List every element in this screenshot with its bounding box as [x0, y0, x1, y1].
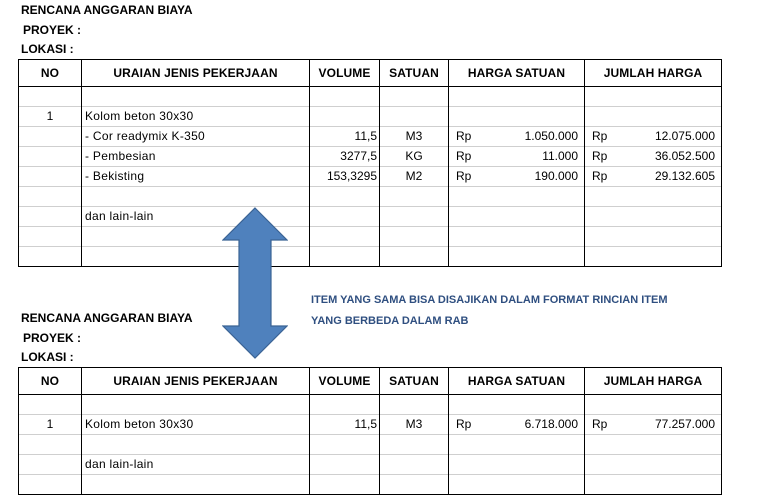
- cell-satuan: [380, 207, 449, 227]
- cell-no: [19, 475, 82, 495]
- cell-jumlah-harga: [585, 227, 722, 247]
- cell-satuan: [380, 435, 449, 455]
- table-row: [19, 455, 722, 475]
- cell-jumlah-harga: [585, 395, 722, 415]
- col-harga-satuan-header: HARGA SATUAN: [449, 368, 585, 395]
- cell-harga-satuan: [449, 455, 585, 475]
- cell-satuan: M3: [380, 415, 449, 435]
- col-harga-satuan-header: HARGA SATUAN: [449, 60, 585, 87]
- amount-value: 36.052.500: [654, 149, 715, 163]
- table-row: [19, 227, 722, 247]
- double-arrow-vertical-icon: [222, 207, 288, 359]
- cell-volume: [310, 247, 380, 267]
- col-no-header: NO: [19, 368, 82, 395]
- cell-satuan: [380, 475, 449, 495]
- cell-volume: 3277,5: [310, 147, 380, 167]
- cell-jumlah-harga: [585, 187, 722, 207]
- rab2-lokasi-label: LOKASI :: [21, 350, 74, 364]
- table-row: [19, 415, 722, 435]
- cell-jumlah-harga: [585, 167, 722, 187]
- table-row: [19, 207, 722, 227]
- amount-value: 77.257.000: [654, 417, 715, 431]
- cell-jumlah-harga: [585, 455, 722, 475]
- currency-label: Rp: [456, 129, 472, 143]
- cell-uraian: [82, 435, 310, 455]
- cell-harga-satuan: [449, 107, 585, 127]
- rab1-table: [18, 59, 722, 267]
- cell-volume: 11,5: [310, 127, 380, 147]
- cell-volume: [310, 475, 380, 495]
- cell-no: [19, 187, 82, 207]
- cell-harga-satuan: [449, 227, 585, 247]
- currency-label: Rp: [456, 169, 472, 183]
- cell-jumlah-harga: [585, 475, 722, 495]
- cell-no: [19, 147, 82, 167]
- cell-harga-satuan: [449, 87, 585, 107]
- cell-uraian: dan lain-lain: [82, 455, 310, 475]
- currency-label: Rp: [592, 169, 608, 183]
- cell-jumlah-harga: [585, 207, 722, 227]
- note-line-2: YANG BERBEDA DALAM RAB: [311, 315, 469, 327]
- table-row: [19, 87, 722, 107]
- amount-value: 11.000: [542, 149, 578, 163]
- cell-jumlah-harga: [585, 87, 722, 107]
- col-volume-header: VOLUME: [310, 60, 380, 87]
- cell-harga-satuan: [449, 187, 585, 207]
- cell-no: [19, 455, 82, 475]
- cell-uraian: [82, 395, 310, 415]
- table-row: [19, 167, 722, 187]
- col-no-header: NO: [19, 60, 82, 87]
- cell-uraian: [82, 187, 310, 207]
- cell-jumlah-harga: [585, 147, 722, 167]
- cell-satuan: M3: [380, 127, 449, 147]
- cell-uraian: - Bekisting: [82, 167, 310, 187]
- cell-no: [19, 247, 82, 267]
- cell-uraian: - Cor readymix K-350: [82, 127, 310, 147]
- cell-uraian: - Pembesian: [82, 147, 310, 167]
- currency-label: Rp: [592, 129, 608, 143]
- cell-uraian: [82, 87, 310, 107]
- cell-harga-satuan: [449, 395, 585, 415]
- table-row: [19, 107, 722, 127]
- cell-volume: [310, 435, 380, 455]
- amount-value: 12.075.000: [654, 129, 715, 143]
- cell-harga-satuan: [449, 435, 585, 455]
- cell-volume: [310, 107, 380, 127]
- rab2-title: RENCANA ANGGARAN BIAYA: [21, 311, 193, 325]
- col-jumlah-harga-header: JUMLAH HARGA: [585, 368, 722, 395]
- cell-harga-satuan: [449, 207, 585, 227]
- cell-no: [19, 395, 82, 415]
- col-satuan-header: SATUAN: [380, 60, 449, 87]
- cell-harga-satuan: [449, 415, 585, 435]
- cell-harga-satuan: [449, 475, 585, 495]
- cell-satuan: KG: [380, 147, 449, 167]
- table-row: [19, 247, 722, 267]
- cell-harga-satuan: [449, 147, 585, 167]
- cell-satuan: [380, 227, 449, 247]
- cell-no: [19, 227, 82, 247]
- cell-volume: [310, 87, 380, 107]
- cell-uraian: Kolom beton 30x30: [82, 415, 310, 435]
- cell-volume: [310, 207, 380, 227]
- currency-label: Rp: [592, 417, 608, 431]
- table-header-row: [19, 368, 722, 395]
- table-row: [19, 127, 722, 147]
- currency-label: Rp: [592, 149, 608, 163]
- table-row: [19, 435, 722, 455]
- cell-volume: [310, 395, 380, 415]
- cell-satuan: [380, 455, 449, 475]
- cell-no: [19, 127, 82, 147]
- cell-no: [19, 87, 82, 107]
- cell-volume: 11,5: [310, 415, 380, 435]
- amount-value: 29.132.605: [654, 169, 715, 183]
- cell-volume: 153,3295: [310, 167, 380, 187]
- rab2-table: [18, 367, 722, 495]
- table-row: [19, 475, 722, 495]
- amount-value: 6.718.000: [524, 417, 578, 431]
- amount-value: 190.000: [534, 169, 578, 183]
- table-row: [19, 147, 722, 167]
- cell-volume: [310, 227, 380, 247]
- col-jumlah-harga-header: JUMLAH HARGA: [585, 60, 722, 87]
- cell-satuan: [380, 187, 449, 207]
- col-volume-header: VOLUME: [310, 368, 380, 395]
- table-header-row: [19, 60, 722, 87]
- cell-volume: [310, 187, 380, 207]
- amount-value: 1.050.000: [524, 129, 578, 143]
- cell-no: 1: [19, 415, 82, 435]
- cell-uraian: [82, 475, 310, 495]
- annotation-note: [311, 290, 731, 332]
- cell-harga-satuan: [449, 167, 585, 187]
- cell-jumlah-harga: [585, 415, 722, 435]
- currency-label: Rp: [456, 149, 472, 163]
- note-line-1: ITEM YANG SAMA BISA DISAJIKAN DALAM FORMAT RINCIAN ITEM: [311, 294, 668, 306]
- rab2-proyek-label: PROYEK :: [23, 331, 82, 345]
- table-row: [19, 395, 722, 415]
- cell-no: [19, 207, 82, 227]
- cell-no: 1: [19, 107, 82, 127]
- cell-satuan: [380, 107, 449, 127]
- cell-uraian: dan lain-lain: [82, 207, 310, 227]
- cell-satuan: [380, 247, 449, 267]
- rab1-proyek-label: PROYEK :: [23, 23, 82, 37]
- cell-satuan: M2: [380, 167, 449, 187]
- cell-jumlah-harga: [585, 107, 722, 127]
- cell-jumlah-harga: [585, 127, 722, 147]
- col-uraian-header: URAIAN JENIS PEKERJAAN: [82, 60, 310, 87]
- cell-harga-satuan: [449, 127, 585, 147]
- rab1-title: RENCANA ANGGARAN BIAYA: [21, 3, 193, 17]
- cell-no: [19, 435, 82, 455]
- cell-volume: [310, 455, 380, 475]
- col-uraian-header: URAIAN JENIS PEKERJAAN: [82, 368, 310, 395]
- col-satuan-header: SATUAN: [380, 368, 449, 395]
- table-row: [19, 187, 722, 207]
- cell-no: [19, 167, 82, 187]
- cell-jumlah-harga: [585, 435, 722, 455]
- rab1-lokasi-label: LOKASI :: [21, 42, 74, 56]
- currency-label: Rp: [456, 417, 472, 431]
- cell-satuan: [380, 395, 449, 415]
- cell-jumlah-harga: [585, 247, 722, 267]
- cell-harga-satuan: [449, 247, 585, 267]
- cell-satuan: [380, 87, 449, 107]
- cell-uraian: Kolom beton 30x30: [82, 107, 310, 127]
